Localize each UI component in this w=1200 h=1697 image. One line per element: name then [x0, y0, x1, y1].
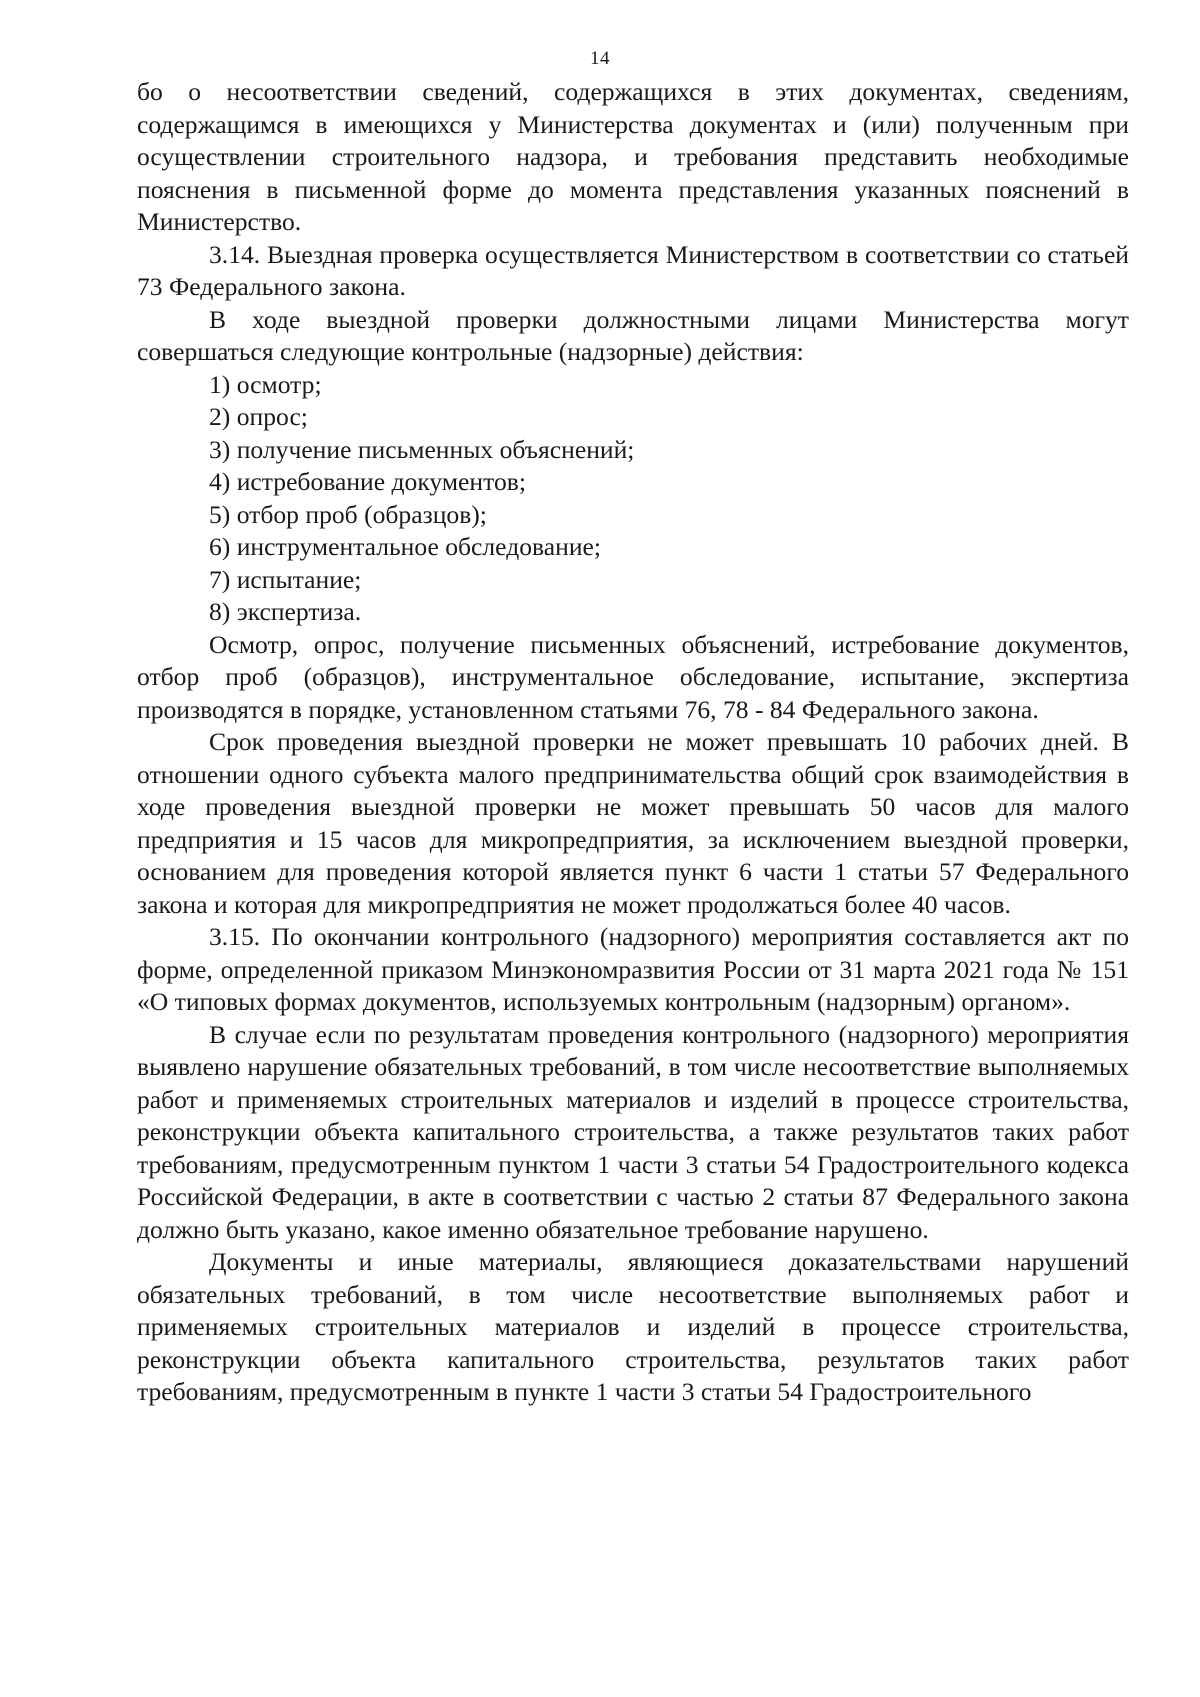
list-item: 3) получение письменных объяснений;: [209, 434, 635, 464]
paragraph-violation-act: В случае если по результатам проведения контрольного (надзорного) мероприятия выявлено нарушение обязательных требований, в том числе несоответствие выполняемых работ и применяемых строительных материалов и изделий в процессе строительства, реконструкции объекта капитального строительства, а также результатов таких работ требованиям, предусмотренным пунктом 1 части 3 статьи 54 Градостроительного кодекса Российской Федерации, в акте в соответствии с частью 2 статьи 87 Федерального закона должно быть указано, какое именно обязательное требование нарушено.: [137, 1019, 1129, 1244]
list-item: 7) испытание;: [209, 564, 362, 594]
paragraph-continuation: бо о несоответствии сведений, содержащихся в этих документах, сведениям, содержащимся в имеющихся у Министерства документах и (или) полученным при осуществлении строительного надзора, и требования представить необходимые пояснения в письменной форме до момента представления указанных пояснений в Министерство.: [137, 77, 1129, 236]
list-item: 4) истребование документов;: [209, 467, 526, 496]
paragraph-inspection-duration: Срок проведения выездной проверки не может превышать 10 рабочих дней. В отношении одного субъекта малого предпринимательства общий срок взаимодействия в ходе проведения выездной проверки не может превышать 50 часов для малого предприятия и 15 часов для микропредприятия, за исключением выездной проверки, основанием для проведения которой является пункт 6 части 1 статьи 57 Федерального закона и которая для микропредприятия не может продолжаться более 40 часов.: [137, 727, 1129, 919]
paragraph-evidence-documents: Документы и иные материалы, являющиеся доказательствами нарушений обязательных требований, в том числе несоответствие выполняемых работ и применяемых строительных материалов и изделий в процессе строительства, реконструкции объекта капитального строительства, результатов таких работ требованиям, предусмотренным в пункте 1 части 3 статьи 54 Градостроительного: [137, 1247, 1129, 1406]
list-item: 5) отбор проб (образцов);: [209, 499, 487, 529]
list-item: 1) осмотр;: [209, 369, 322, 399]
paragraph-actions-intro: В ходе выездной проверки должностными лицами Министерства могут совершаться следующие контрольные (надзорные) действия:: [137, 304, 1129, 366]
actions-list: [137, 369, 1129, 629]
list-item: 2) опрос;: [209, 402, 308, 431]
list-item: 8) экспертиза.: [209, 597, 362, 626]
document-body: [137, 76, 1129, 1409]
list-item: 6) инструментальное обследование;: [209, 532, 601, 561]
page-number: 14: [590, 48, 610, 69]
paragraph-actions-procedure: Осмотр, опрос, получение письменных объяснений, истребование документов, отбор проб (образцов), инструментальное обследование, испытание, экспертиза производятся в порядке, установленном статьями 76, 78 - 84 Федерального закона.: [137, 629, 1129, 724]
paragraph-3-15: 3.15. По окончании контрольного (надзорного) мероприятия составляется акт по форме, определенной приказом Минэкономразвития России от 31 марта 2021 года № 151 «О типовых формах документов, используемых контрольным (надзорным) органом».: [137, 922, 1129, 1016]
paragraph-3-14: 3.14. Выездная проверка осуществляется Министерством в соответствии со статьей 73 Федерального закона.: [137, 239, 1129, 301]
